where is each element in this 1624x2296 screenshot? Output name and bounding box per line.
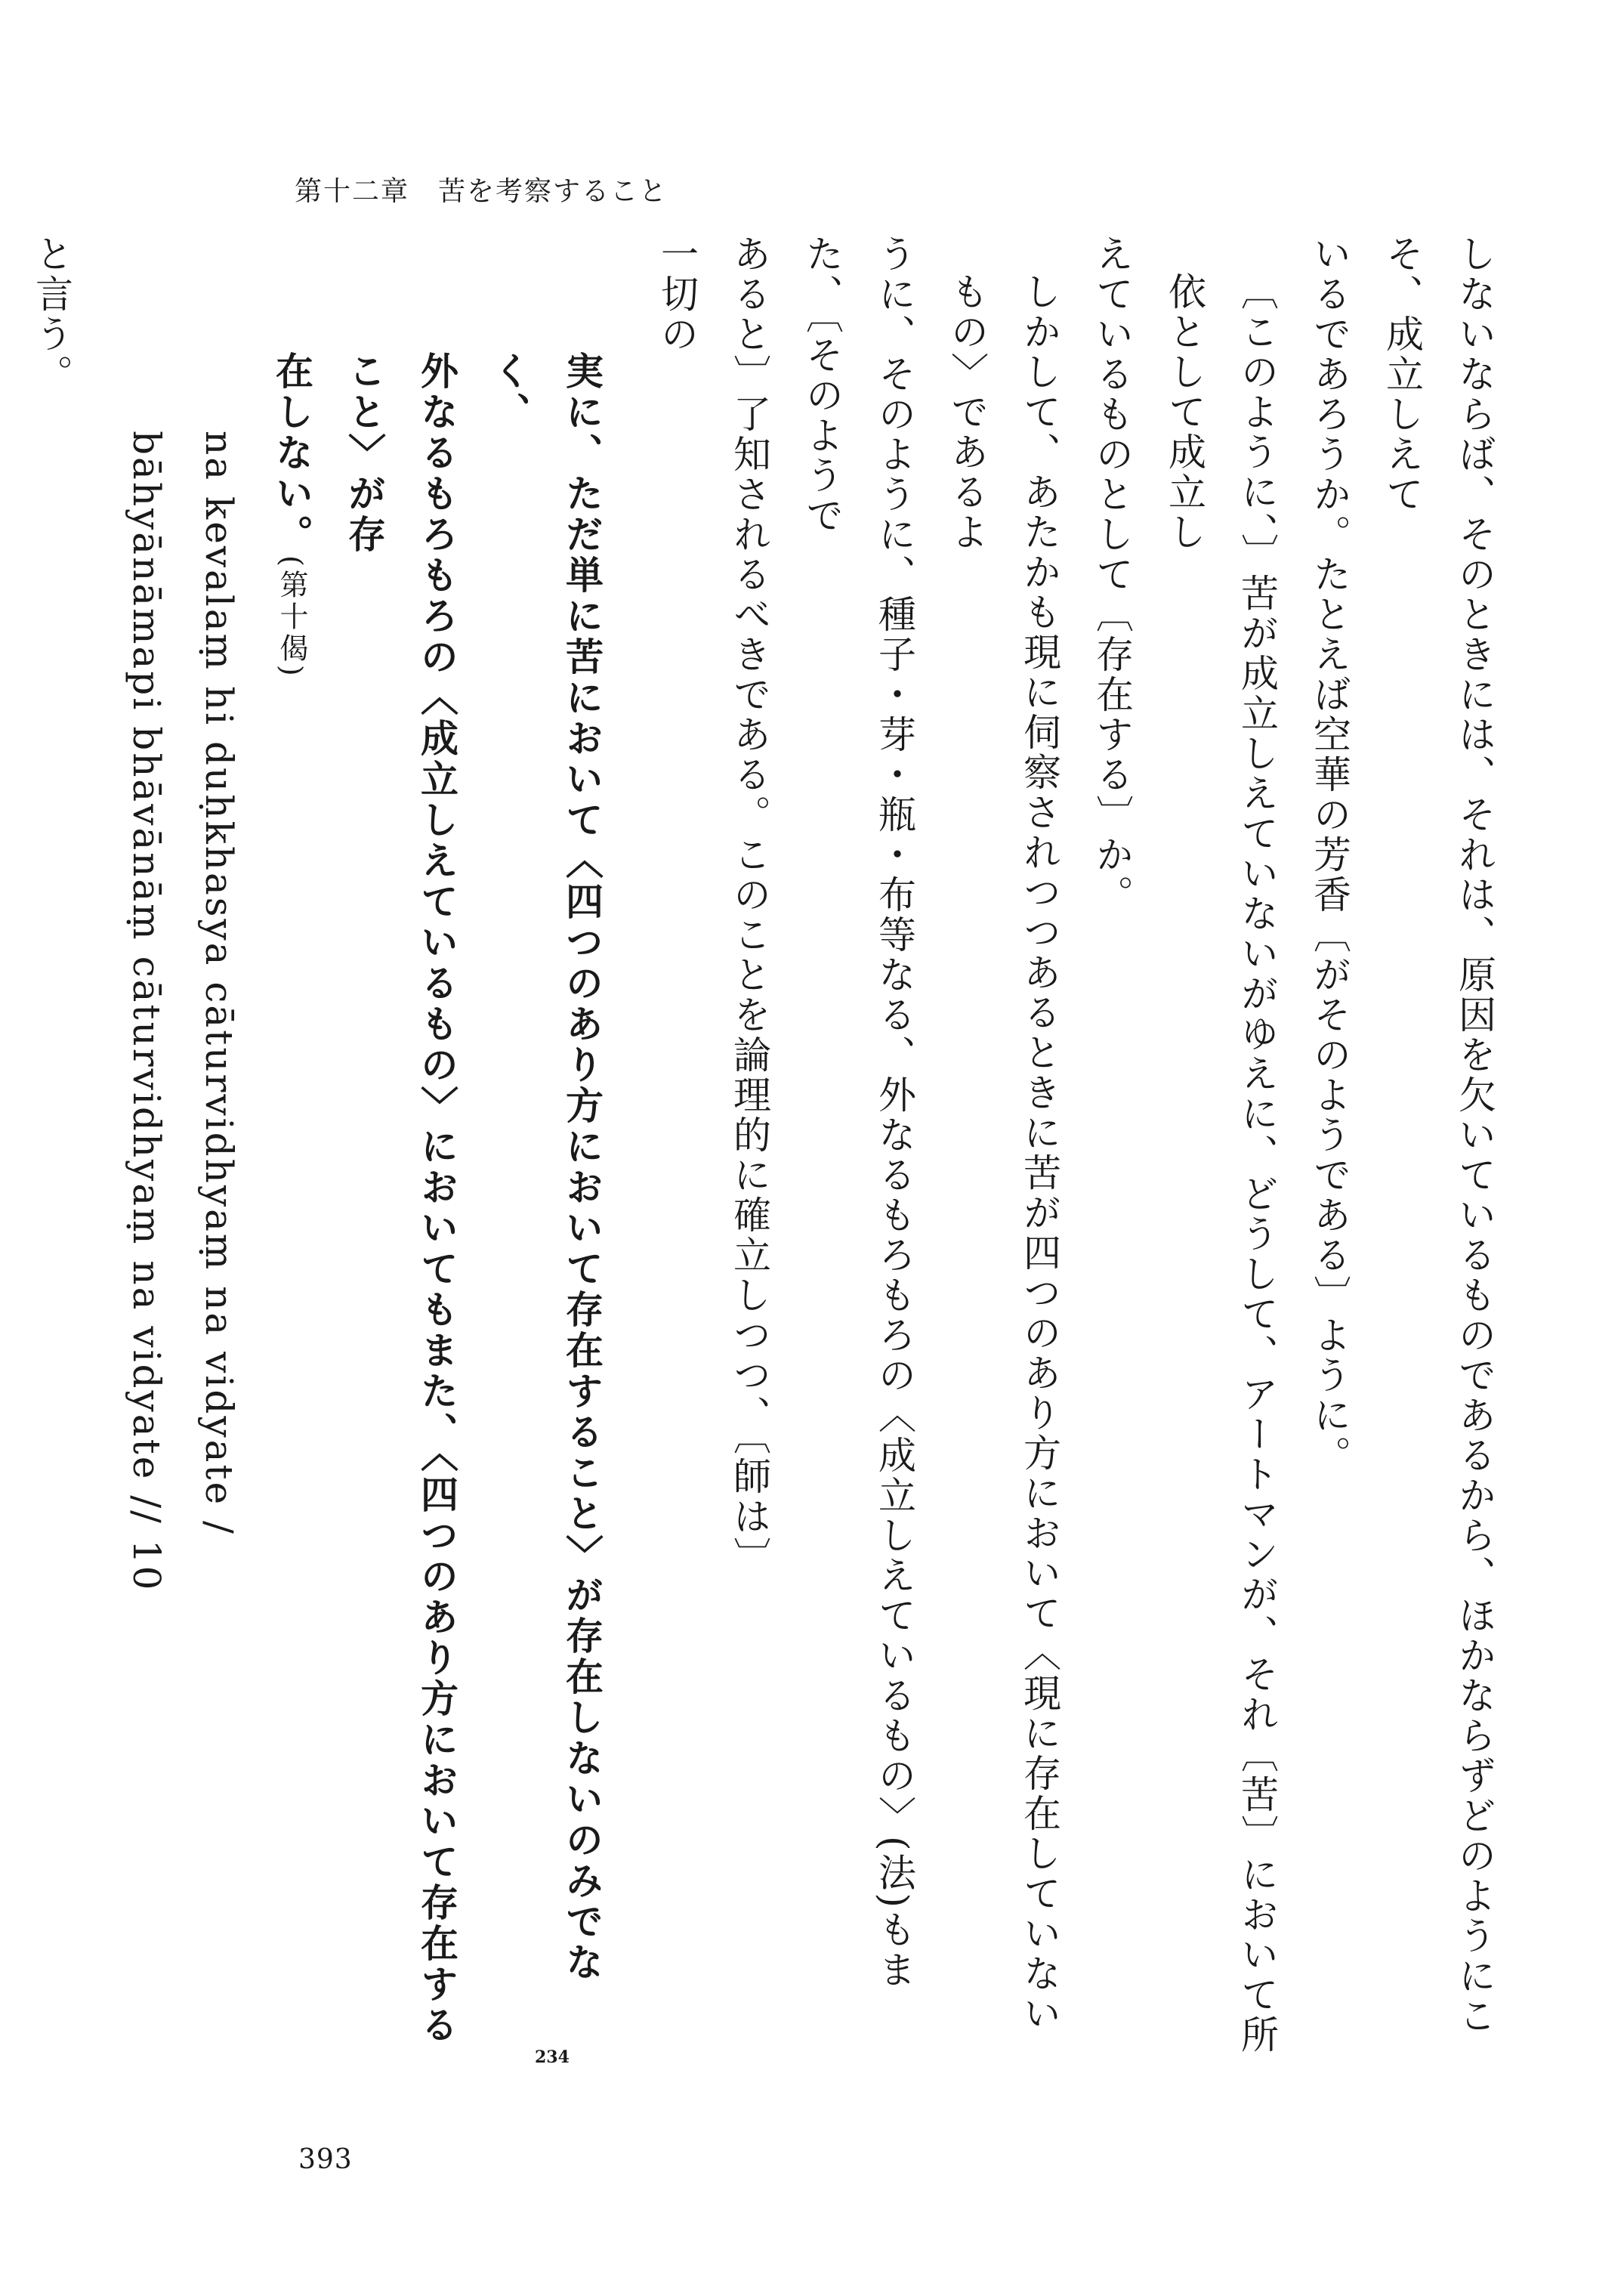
text-column: えているものとして〔存在する〕か。	[1090, 234, 1134, 915]
footnote-marker: 234	[535, 2047, 570, 2067]
verse-label: (第十偈)	[275, 555, 308, 679]
text-column: 一切の	[655, 234, 699, 354]
text-column: しないならば、そのときには、それは、原因を欠いているものであるから、ほかならずどのようにこそ、成立しえて	[1380, 234, 1496, 2036]
commentary-line	[0, 272, 15, 2063]
text-column: しかして、あたかも現に伺察されつつあるときに苦が四つのあり方において〈現に存在していないもの〉であるよ	[945, 272, 1061, 2034]
commentary-line: と言う。	[29, 234, 73, 394]
text-column: あると〕了知されるべきである。このことを論理的に確立しつつ、〔師は〕	[727, 234, 771, 1577]
verse-line: 実に、ただ単に苦において〈四つのあり方において存在すること〉が存在しないのみでなく、	[487, 351, 604, 1983]
vertical-body-text	[0, 234, 1511, 2063]
verse-line	[255, 351, 328, 2063]
text-column: 〔このように、〕苦が成立しえていないがゆえに、どうして、アートマンが、それ〔苦〕において所依として成立し	[1162, 272, 1279, 2055]
verse-line: 外なるもろもろの〈成立しえているもの〉においてもまた、〈四つのあり方において存在すること〉が存	[342, 351, 459, 2046]
verse-line-text: 在しない。	[270, 351, 314, 555]
page-number: 393	[298, 2144, 353, 2175]
sanskrit-line: bāhyānāmapi bhāvānāṃ cāturvidhyaṃ na vidyate // 10	[125, 431, 168, 1593]
running-header: 第十二章 苦を考察すること	[295, 176, 668, 207]
text-column: うに、そのように、種子・芽・瓶・布等なる、外なるもろもろの〈成立しえているもの〉(法)もまた、〔そのようで	[800, 234, 916, 1991]
text-column: いるであろうか。たとえば空華の芳香〔がそのようである〕ように。	[1308, 234, 1351, 1476]
sanskrit-line: na kevalaṃ hi duḥkhasya cāturvidhyaṃ na vidyate /	[197, 431, 241, 1536]
